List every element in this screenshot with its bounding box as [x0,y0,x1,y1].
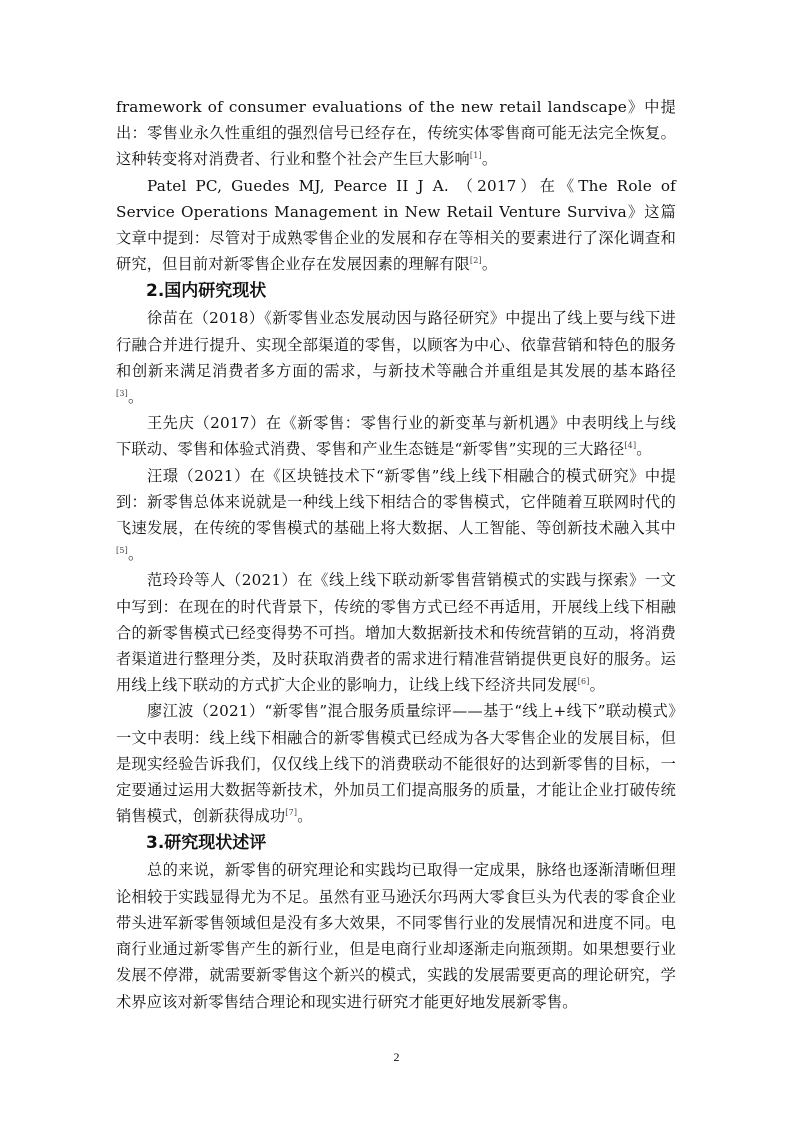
paragraph-text: 汪璟（2021）在《区块链技术下“新零售”线上线下相融合的模式研究》中提到：新零售总体来说就是一种线上线下相结合的零售模式，它伴随着互联网时代的飞速发展，在传统的零售模式的基础上将大数据、人工智能、等创新技术融入其中 [116,466,676,538]
paragraph-research-review [116,857,676,1014]
citation-marker: [3] [116,388,128,398]
paragraph-domestic-research-2 [116,410,676,462]
paragraph-domestic-research-1 [116,305,676,410]
paragraph-tail: 。 [127,388,144,407]
page-number: 2 [393,1050,400,1064]
paragraph-text: 范玲玲等人（2021）在《线上线下联动新零售营销模式的实践与探索》一文中写到：在现在的时代背景下，传统的零售方式已经不再适用，开展线上线下相融合的新零售模式已经变得势不可挡。增加大数据新技术和传统营销的互动，将消费者渠道进行整理分类，及时获取消费者的需求进行精准营销提供更良好的服务。运用线上线下联动的方式扩大企业的影响力，让线上线下经济共同发展 [116,571,676,695]
citation-marker: [2] [469,256,482,266]
section-heading-domestic-research: 2.国内研究现状 [146,281,267,302]
citation-marker: [1] [469,151,482,161]
paragraph-foreign-research-2 [116,173,676,278]
citation-marker: [5] [116,546,128,556]
paragraph-tail: 。 [481,150,498,169]
paragraph-text: 徐苗在（2018）《新零售业态发展动因与路径研究》中提出了线上要与线下进行融合并进行提升、实现全部渠道的零售，以顾客为中心、依靠营销和特色的服务和创新来满足消费者多方面的需求，与新技术等融合并重组是其发展的基本路径 [116,309,676,380]
paragraph-text: Patel PC, Guedes MJ, Pearce II J A. （2017）在《The Role of Service Operations Management in New Retail Venture Surviva》这篇文章中提到：尽管对于成熟零售企业的发展和存在等相关的要素进行了深化调查和研究，但目前对新零售企业存在发展因素的理解有限 [116,176,676,274]
paragraph-tail: 。 [589,676,605,695]
paragraph-tail: 。 [636,440,652,459]
citation-marker: [6] [577,677,590,687]
citation-marker: [4] [624,441,637,451]
document-body [116,94,676,1015]
paragraph-tail: 。 [481,255,498,274]
paragraph-text: 王先庆（2017）在《新零售：零售行业的新变革与新机遇》中表明线上与线下联动、零售和体验式消费、零售和产业生态链是“新零售”实现的三大路径 [116,414,676,459]
paragraph-text: framework of consumer evaluations of the new retail landscape》中提出：零售业永久性重组的强烈信号已经存在，传统实体零售商可能无法完全恢复。这种转变将对消费者、行业和整个社会产生巨大影响 [116,98,676,169]
paragraph-foreign-research-1 [116,94,676,173]
citation-marker: [7] [285,808,298,818]
paragraph-domestic-research-5 [116,698,676,829]
paragraph-domestic-research-4 [116,567,676,698]
paragraph-text: 廖江波（2021）“新零售”混合服务质量综评——基于“线上+线下”联动模式》一文中表明：线上线下相融合的新零售模式已经成为各大零售企业的发展目标，但是现实经验告诉我们，仅仅线上线下的消费联动不能很好的达到新零售的目标，一定要通过运用大数据等新技术，外加员工们提高服务的质量，才能让企业打破传统销售模式，创新获得成功 [116,702,676,826]
paragraph-tail: 。 [127,545,144,564]
paragraph-domestic-research-3 [116,463,676,568]
paragraph-text: 总的来说，新零售的研究理论和实践均已取得一定成果，脉络也逐渐清晰但理论相较于实践显得尤为不足。虽然有亚马逊沃尔玛两大零食巨头为代表的零食企业带头进军新零售领域但是没有多大效果，不同零售行业的发展情况和进度不同。电商行业通过新零售产生的新行业，但是电商行业却逐渐走向瓶颈期。如果想要行业发展不停滞，就需要新零售这个新兴的模式，实践的发展需要更高的理论研究，学术界应该对新零售结合理论和现实进行研究才能更好地发展新零售。 [116,861,676,1011]
paragraph-tail: 。 [297,807,313,826]
section-heading-research-review: 3.研究现状述评 [146,833,267,854]
